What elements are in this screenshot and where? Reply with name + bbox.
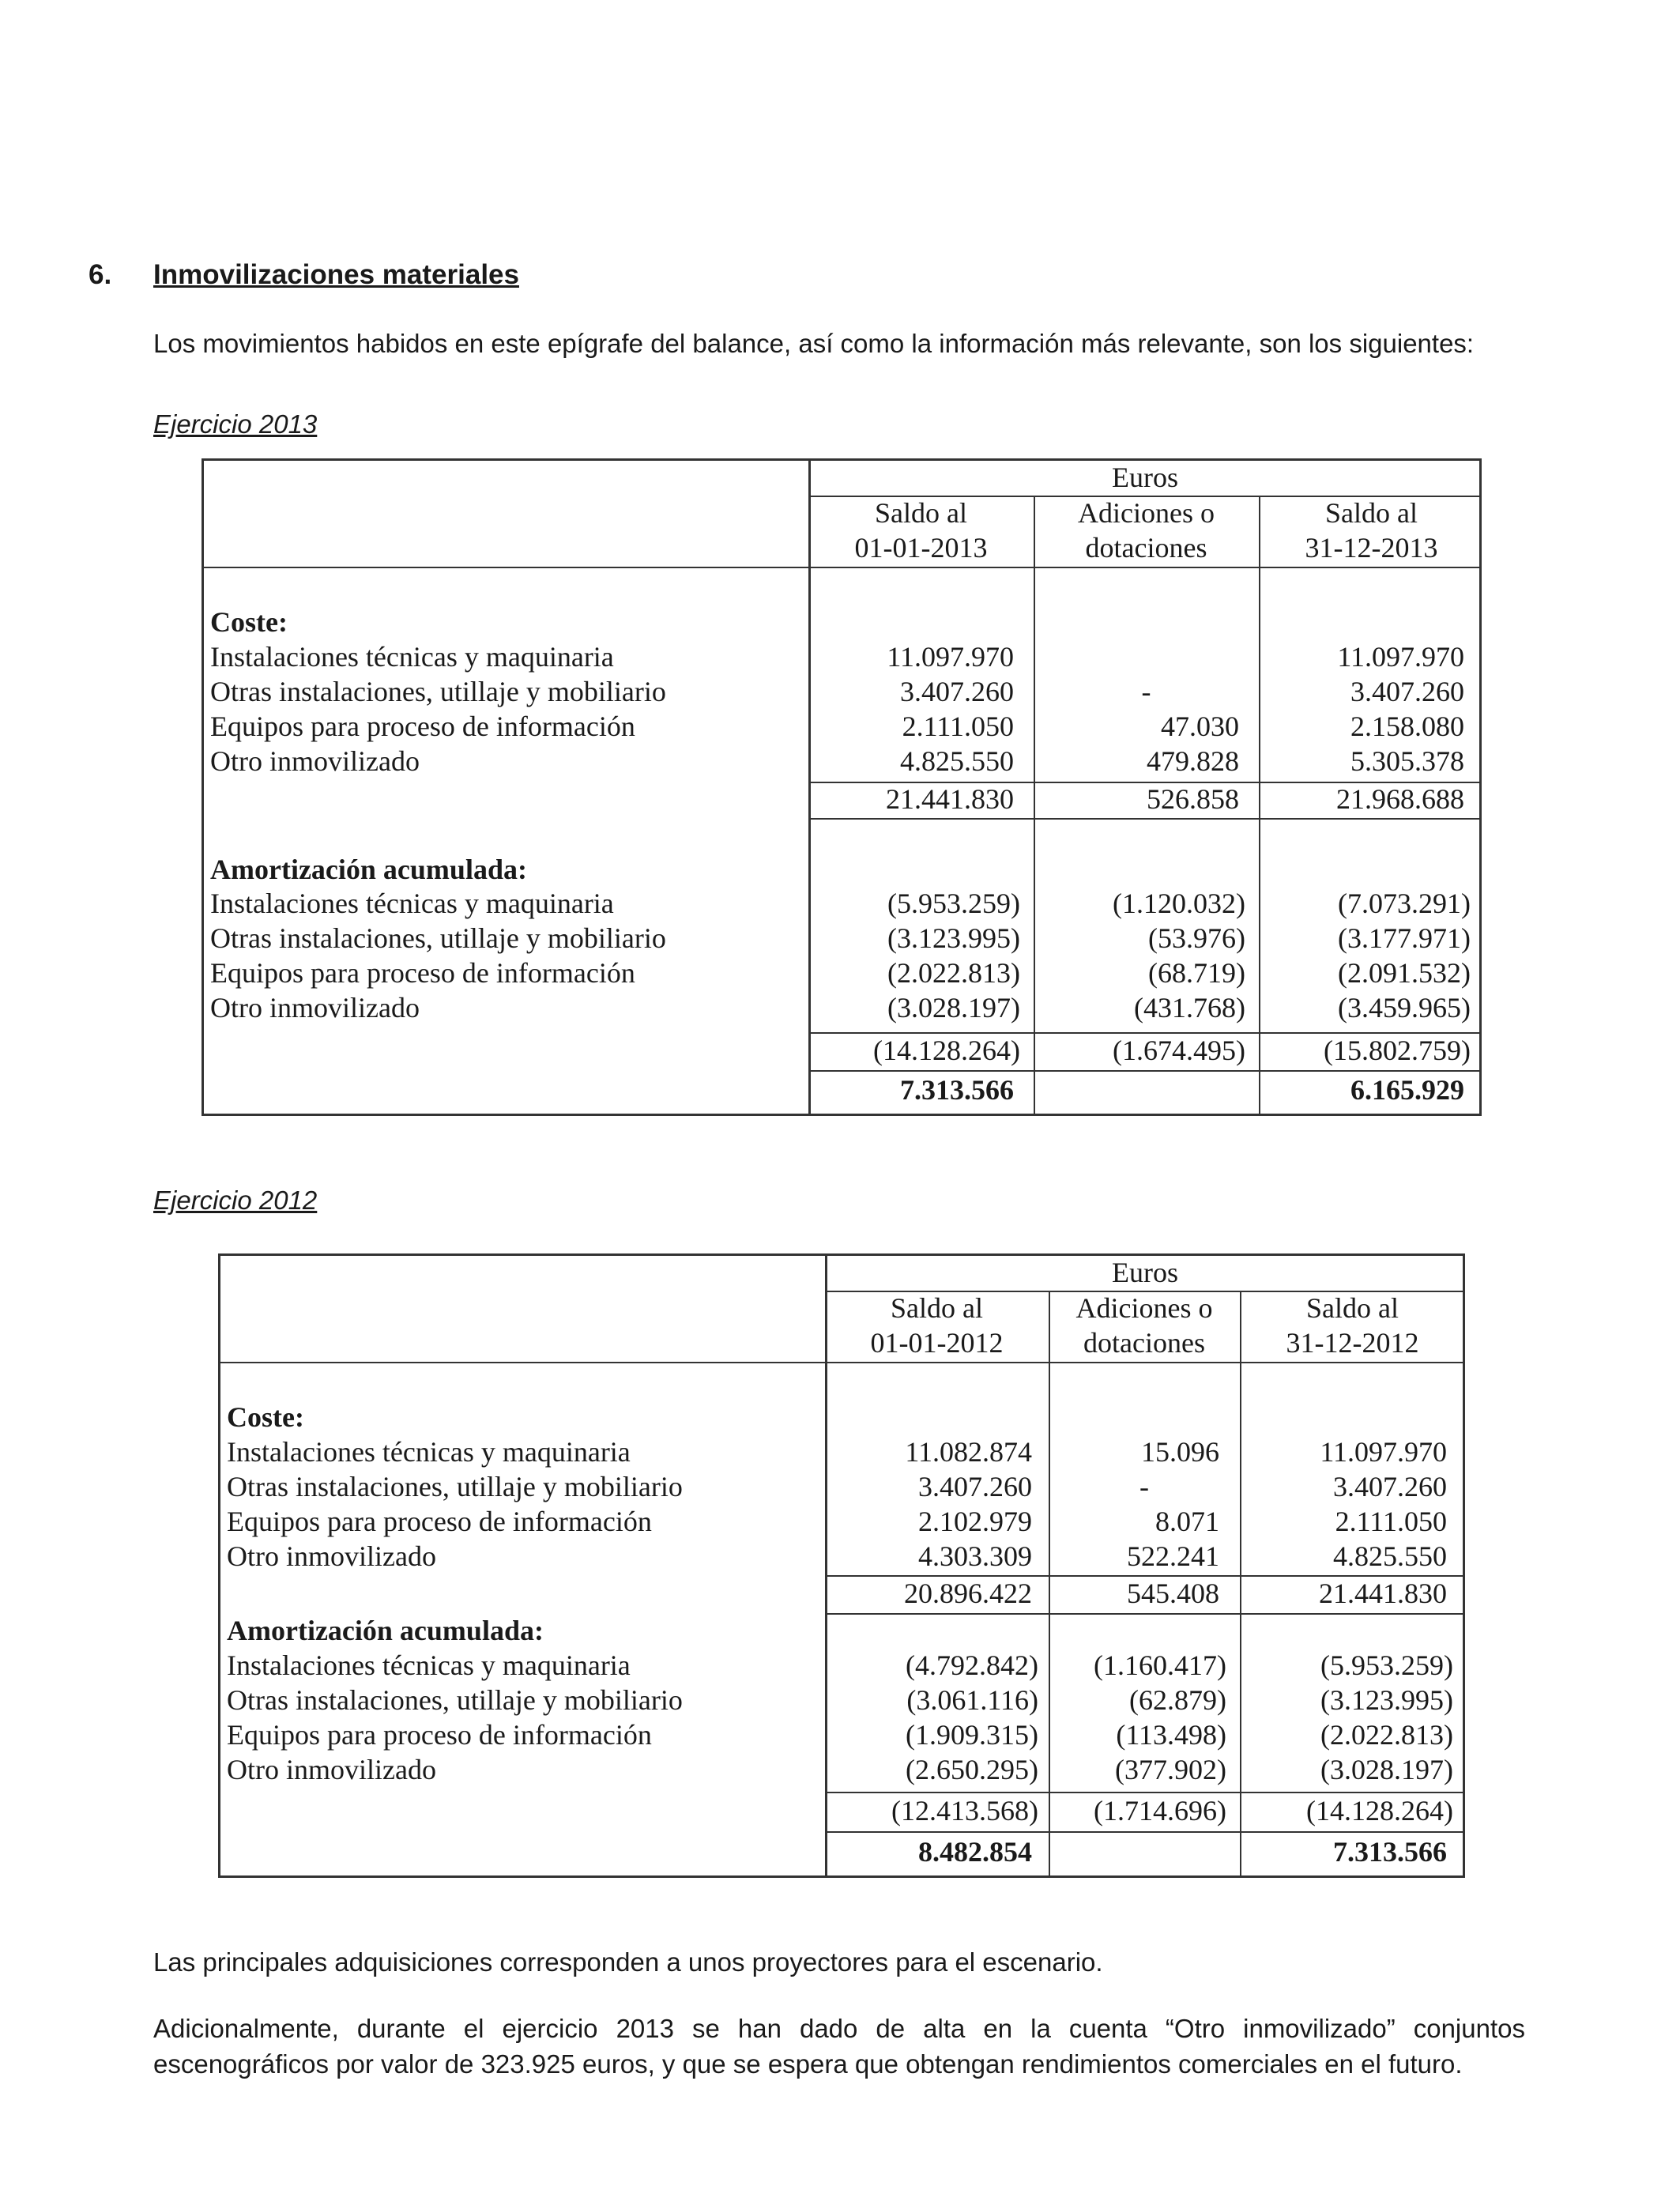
- row-label: Otras instalaciones, utillaje y mobiliario: [227, 1684, 683, 1716]
- cell-value: 2.111.050: [1335, 1506, 1447, 1537]
- table-2013: [202, 458, 1482, 1116]
- col-header-adiciones: Adiciones o: [1075, 1292, 1213, 1324]
- amort-total-value: (12.413.568): [891, 1795, 1038, 1826]
- cell-value: (2.022.813): [1320, 1719, 1453, 1751]
- closing-paragraph-1: Las principales adquisiciones corresponden a unos proyectores para el escenario.: [153, 1947, 1103, 1977]
- amort-total-value: (1.674.495): [1113, 1035, 1245, 1066]
- col-header-dotaciones: dotaciones: [1083, 1327, 1205, 1359]
- amort-total-value: (1.714.696): [1094, 1795, 1226, 1826]
- cell-value: -: [1139, 1471, 1149, 1502]
- cell-value: 522.241: [1127, 1540, 1219, 1572]
- col-header-saldo-final-date: 31-12-2012: [1286, 1327, 1419, 1359]
- row-label: Equipos para proceso de información: [210, 711, 635, 742]
- section-number: 6.: [89, 259, 112, 290]
- cell-value: 2.102.979: [918, 1506, 1032, 1537]
- cell-value: 11.097.970: [1320, 1436, 1447, 1468]
- net-value: 7.313.566: [900, 1074, 1014, 1106]
- cell-value: 4.303.309: [918, 1540, 1032, 1572]
- amortizacion-title: Amortización acumulada:: [210, 854, 527, 885]
- cell-value: 4.825.550: [1333, 1540, 1447, 1572]
- cell-value: (1.120.032): [1113, 888, 1245, 919]
- intro-paragraph: Los movimientos habidos en este epígrafe del balance, así como la información más relevante, son los siguientes:: [153, 329, 1475, 358]
- cell-value: (2.091.532): [1338, 957, 1471, 989]
- row-label: Instalaciones técnicas y maquinaria: [227, 1436, 631, 1468]
- cell-value: (3.123.995): [1320, 1684, 1453, 1716]
- section-title: Inmovilizaciones materiales: [153, 259, 519, 290]
- row-label: Instalaciones técnicas y maquinaria: [210, 888, 614, 919]
- row-label: Otras instalaciones, utillaje y mobiliario: [210, 922, 666, 954]
- cell-value: (3.459.965): [1338, 992, 1471, 1023]
- cell-value: 11.097.970: [887, 641, 1014, 673]
- coste-total-value: 21.441.830: [1319, 1578, 1447, 1609]
- row-label: Otras instalaciones, utillaje y mobiliario: [210, 676, 666, 707]
- cell-value: 8.071: [1155, 1506, 1219, 1537]
- cell-value: (2.022.813): [887, 957, 1020, 989]
- cell-value: (1.909.315): [906, 1719, 1038, 1751]
- cell-value: (5.953.259): [887, 888, 1020, 919]
- net-value: 7.313.566: [1333, 1836, 1447, 1868]
- cell-value: (68.719): [1148, 957, 1245, 989]
- ejercicio-2013-label: Ejercicio 2013: [153, 409, 318, 439]
- col-header-saldo-inicial-date: 01-01-2013: [854, 532, 988, 564]
- cell-value: (62.879): [1129, 1684, 1226, 1716]
- cell-value: (3.028.197): [1320, 1754, 1453, 1785]
- cell-value: 11.097.970: [1337, 641, 1464, 673]
- closing-paragraph-2: Adicionalmente, durante el ejercicio 2013 se han dado de alta en la cuenta “Otro inmovilizado” conjuntos escenográficos por valor de 323.925 euros, y que se espera que obtengan rendimientos comerciales en el futuro.: [153, 2014, 1525, 2079]
- cell-value: 5.305.378: [1350, 745, 1464, 777]
- col-header-saldo-final-date: 31-12-2013: [1305, 532, 1438, 564]
- row-label: Instalaciones técnicas y maquinaria: [210, 641, 614, 673]
- cell-value: (3.061.116): [906, 1684, 1038, 1716]
- cell-value: 3.407.260: [900, 676, 1014, 707]
- coste-total-value: 21.968.688: [1336, 783, 1464, 815]
- col-header-saldo-final: Saldo al: [1306, 1292, 1399, 1324]
- cell-value: (1.160.417): [1094, 1649, 1226, 1681]
- col-header-saldo-final: Saldo al: [1325, 497, 1418, 529]
- col-header-adiciones: Adiciones o: [1078, 497, 1215, 529]
- coste-total-value: 20.896.422: [904, 1578, 1032, 1609]
- amort-total-value: (15.802.759): [1324, 1035, 1471, 1066]
- cell-value: (3.028.197): [887, 992, 1020, 1023]
- cell-value: 15.096: [1141, 1436, 1219, 1468]
- cell-value: (2.650.295): [906, 1754, 1038, 1785]
- cell-value: 479.828: [1147, 745, 1239, 777]
- col-header-dotaciones: dotaciones: [1085, 532, 1207, 564]
- row-label: Otro inmovilizado: [210, 992, 420, 1023]
- cell-value: 2.111.050: [902, 711, 1014, 742]
- row-label: Equipos para proceso de información: [227, 1719, 652, 1751]
- cell-value: (3.177.971): [1338, 922, 1471, 954]
- row-label: Otro inmovilizado: [227, 1754, 436, 1785]
- euros-header: Euros: [1112, 462, 1178, 493]
- cell-value: 4.825.550: [900, 745, 1014, 777]
- coste-total-value: 526.858: [1147, 783, 1239, 815]
- cell-value: (113.498): [1116, 1719, 1226, 1751]
- cell-value: 47.030: [1161, 711, 1239, 742]
- net-value: 6.165.929: [1350, 1074, 1464, 1106]
- cell-value: (53.976): [1148, 922, 1245, 954]
- net-value: 8.482.854: [918, 1836, 1032, 1868]
- cell-value: 3.407.260: [1333, 1471, 1447, 1502]
- row-label: Otro inmovilizado: [210, 745, 420, 777]
- coste-total-value: 21.441.830: [886, 783, 1014, 815]
- cell-value: (3.123.995): [887, 922, 1020, 954]
- coste-total-value: 545.408: [1127, 1578, 1219, 1609]
- row-label: Equipos para proceso de información: [210, 957, 635, 989]
- cell-value: (377.902): [1115, 1754, 1226, 1785]
- col-header-saldo-inicial: Saldo al: [875, 497, 967, 529]
- table-2012: [218, 1253, 1465, 1878]
- cell-value: 11.082.874: [905, 1436, 1032, 1468]
- cell-value: (7.073.291): [1338, 888, 1471, 919]
- ejercicio-2012-label: Ejercicio 2012: [153, 1186, 318, 1215]
- col-header-saldo-inicial: Saldo al: [891, 1292, 983, 1324]
- euros-header: Euros: [1112, 1257, 1178, 1288]
- row-label: Instalaciones técnicas y maquinaria: [227, 1649, 631, 1681]
- amort-total-value: (14.128.264): [1306, 1795, 1453, 1826]
- coste-title: Coste:: [227, 1401, 304, 1433]
- cell-value: 2.158.080: [1350, 711, 1464, 742]
- coste-title: Coste:: [210, 606, 288, 638]
- cell-value: (4.792.842): [906, 1649, 1038, 1681]
- section-heading: [89, 259, 519, 291]
- cell-value: (431.768): [1134, 992, 1245, 1023]
- cell-value: 3.407.260: [1350, 676, 1464, 707]
- row-label: Otro inmovilizado: [227, 1540, 436, 1572]
- cell-value: -: [1141, 676, 1151, 707]
- cell-value: (5.953.259): [1320, 1649, 1453, 1681]
- cell-value: 3.407.260: [918, 1471, 1032, 1502]
- row-label: Equipos para proceso de información: [227, 1506, 652, 1537]
- amort-total-value: (14.128.264): [873, 1035, 1020, 1066]
- amortizacion-title: Amortización acumulada:: [227, 1615, 544, 1646]
- col-header-saldo-inicial-date: 01-01-2012: [870, 1327, 1004, 1359]
- row-label: Otras instalaciones, utillaje y mobiliario: [227, 1471, 683, 1502]
